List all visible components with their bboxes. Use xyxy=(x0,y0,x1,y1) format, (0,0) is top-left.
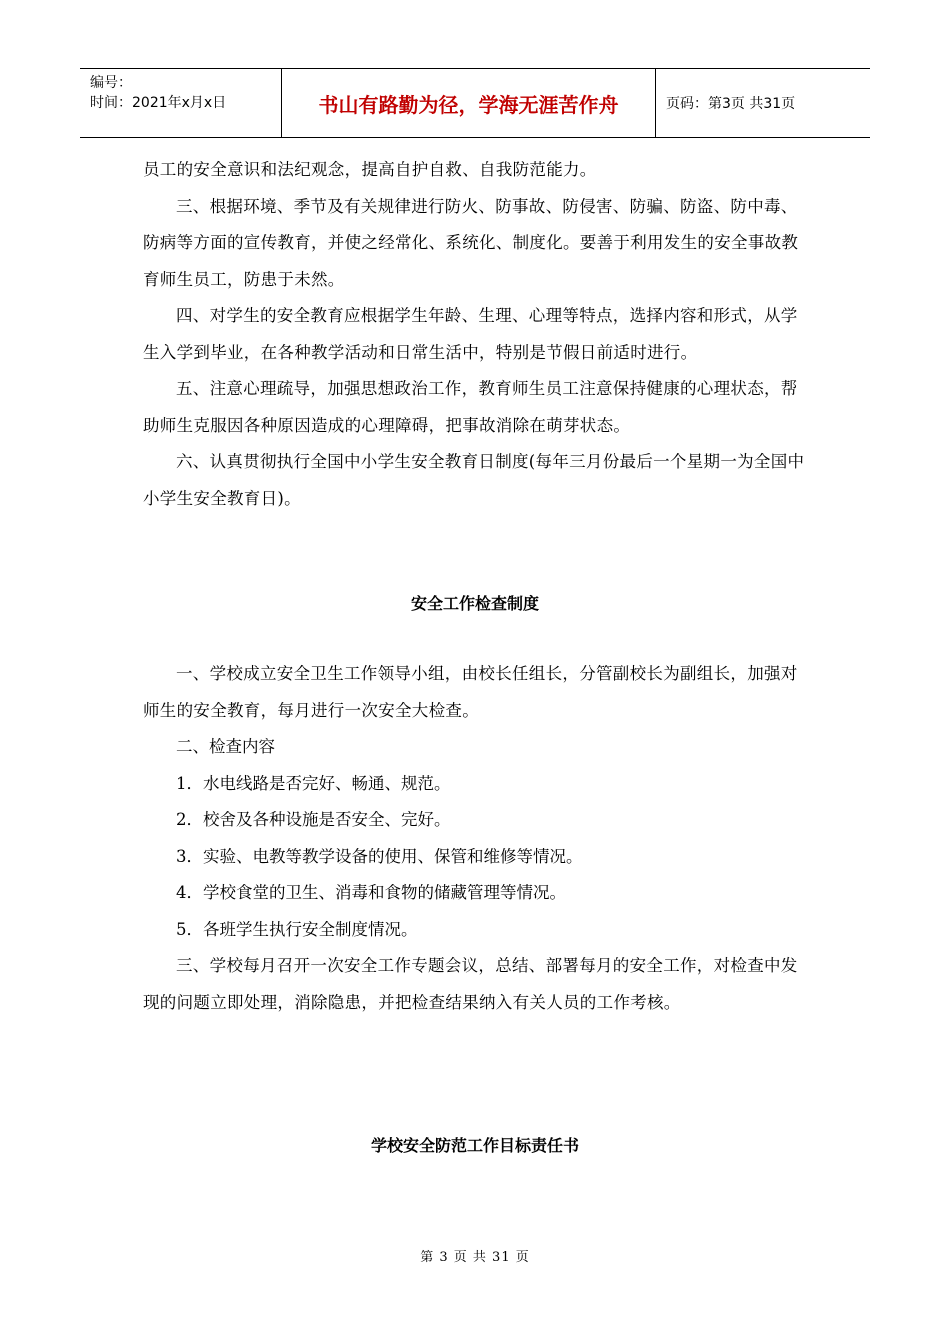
section3-title: 学校安全防范工作目标责任书 xyxy=(370,1136,579,1155)
paragraph: 三、学校每月召开一次安全工作专题会议，总结、部署每月的安全工作，对检查中发现的问题立即处理，消除隐患，并把检查结果纳入有关人员的工作考核。 xyxy=(143,956,798,1012)
page-header xyxy=(80,68,870,138)
header-meta xyxy=(80,69,282,137)
section2-body xyxy=(143,656,807,1021)
header-motto: 书山有路勤为径，学海无涯苦作舟 xyxy=(282,69,656,137)
list-item: 3．实验、电教等教学设备的使用、保管和维修等情况。 xyxy=(176,846,583,866)
check-title: 二、检查内容 xyxy=(176,737,275,756)
list-item: 5．各班学生执行安全制度情况。 xyxy=(176,919,418,939)
page-footer: 第 3 页 共 31 页 xyxy=(420,1250,530,1265)
paragraph: 四、对学生的安全教育应根据学生年龄、生理、心理等特点，选择内容和形式，从学生入学到毕业，在各种教学活动和日常生活中，特别是节假日前适时进行。 xyxy=(143,306,798,362)
list-item: 1．水电线路是否完好、畅通、规范。 xyxy=(176,773,451,793)
paragraph: 一、学校成立安全卫生工作领导小组，由校长任组长，分管副校长为副组长，加强对师生的安全教育，每月进行一次安全大检查。 xyxy=(143,664,798,720)
header-time-label: 时间：2021年x月x日 xyxy=(90,95,227,111)
paragraph: 五、注意心理疏导，加强思想政治工作，教育师生员工注意保持健康的心理状态，帮助师生克服因各种原因造成的心理障碍，把事故消除在萌芽状态。 xyxy=(143,379,798,435)
paragraph: 三、根据环境、季节及有关规律进行防火、防事故、防侵害、防骗、防盗、防中毒、防病等方面的宣传教育，并使之经常化、系统化、制度化。要善于利用发生的安全事故教育师生员工，防患于未然。 xyxy=(143,196,799,289)
header-code-label: 编号： xyxy=(90,75,132,91)
header-page-label: 页码：第3页 共31页 xyxy=(666,96,796,112)
list-item: 4．学校食堂的卫生、消毒和食物的储藏管理等情况。 xyxy=(176,883,566,902)
section1-body xyxy=(143,152,807,517)
list-item: 2．校舍及各种设施是否安全、完好。 xyxy=(176,810,451,829)
paragraph: 六、认真贯彻执行全国中小学生安全教育日制度(每年三月份最后一个星期一为全国中小学生安全教育日)。 xyxy=(143,452,805,508)
paragraph: 员工的安全意识和法纪观念，提高自护自救、自我防范能力。 xyxy=(143,160,597,179)
section2-title: 安全工作检查制度 xyxy=(410,594,539,613)
